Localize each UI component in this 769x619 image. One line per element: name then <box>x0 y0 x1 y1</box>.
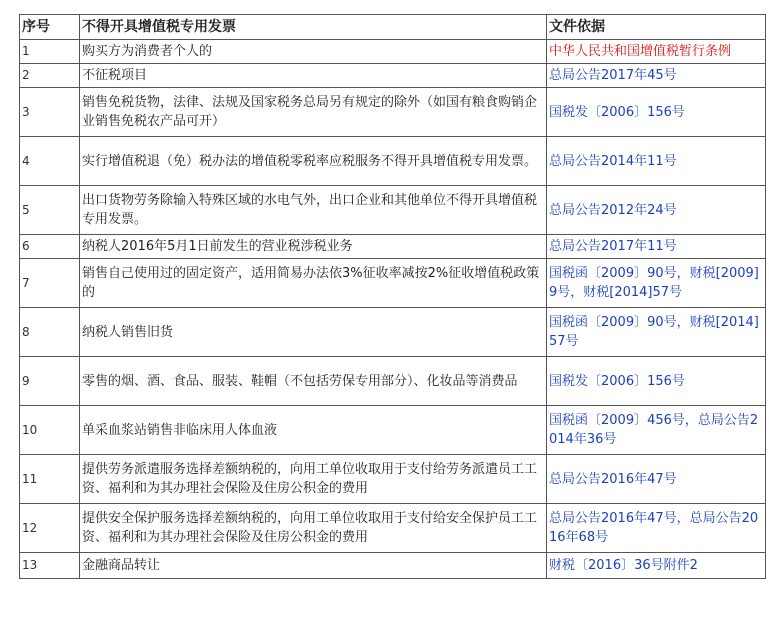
row-basis-link[interactable]: 国税发〔2006〕156号 <box>547 88 766 137</box>
row-basis-link[interactable]: 国税发〔2006〕156号 <box>547 357 766 406</box>
row-number: 4 <box>20 137 80 186</box>
table-body <box>20 40 766 579</box>
header-no: 序号 <box>20 15 80 40</box>
row-number: 7 <box>20 259 80 308</box>
row-item: 出口货物劳务除输入特殊区域的水电气外，出口企业和其他单位不得开具增值税专用发票。 <box>80 186 547 235</box>
table-row <box>20 455 766 504</box>
row-number: 10 <box>20 406 80 455</box>
header-item: 不得开具增值税专用发票 <box>80 15 547 40</box>
table-row <box>20 137 766 186</box>
row-basis-link[interactable]: 财税〔2016〕36号附件2 <box>547 553 766 579</box>
row-number: 9 <box>20 357 80 406</box>
row-item: 销售自己使用过的固定资产，适用简易办法依3%征收率减按2%征收增值税政策的 <box>80 259 547 308</box>
row-item: 实行增值税退（免）税办法的增值税零税率应税服务不得开具增值税专用发票。 <box>80 137 547 186</box>
row-number: 6 <box>20 235 80 259</box>
row-basis-link[interactable]: 国税函〔2009〕90号，财税[2014]57号 <box>547 308 766 357</box>
row-basis-link[interactable]: 总局公告2017年45号 <box>547 64 766 88</box>
table-row <box>20 259 766 308</box>
row-number: 8 <box>20 308 80 357</box>
row-basis-link[interactable]: 总局公告2012年24号 <box>547 186 766 235</box>
row-item: 提供安全保护服务选择差额纳税的，向用工单位收取用于支付给安全保护员工工资、福利和为其办理社会保险及住房公积金的费用 <box>80 504 547 553</box>
row-basis-link[interactable]: 总局公告2016年47号 <box>547 455 766 504</box>
row-number: 11 <box>20 455 80 504</box>
row-number: 2 <box>20 64 80 88</box>
row-basis-link[interactable]: 中华人民共和国增值税暂行条例 <box>547 40 766 64</box>
row-item: 单采血浆站销售非临床用人体血液 <box>80 406 547 455</box>
table-row <box>20 186 766 235</box>
row-number: 13 <box>20 553 80 579</box>
table-row <box>20 504 766 553</box>
table-row <box>20 40 766 64</box>
row-item: 提供劳务派遣服务选择差额纳税的，向用工单位收取用于支付给劳务派遣员工工资、福利和为其办理社会保险及住房公积金的费用 <box>80 455 547 504</box>
row-number: 12 <box>20 504 80 553</box>
row-basis-link[interactable]: 国税函〔2009〕90号，财税[2009]9号，财税[2014]57号 <box>547 259 766 308</box>
row-item: 销售免税货物，法律、法规及国家税务总局另有规定的除外（如国有粮食购销企业销售免税农产品可开） <box>80 88 547 137</box>
row-number: 5 <box>20 186 80 235</box>
table-row <box>20 88 766 137</box>
table-row <box>20 357 766 406</box>
table-row <box>20 64 766 88</box>
table-row <box>20 308 766 357</box>
row-number: 1 <box>20 40 80 64</box>
row-basis-link[interactable]: 总局公告2017年11号 <box>547 235 766 259</box>
invoice-rules-table <box>19 14 766 579</box>
row-item: 购买方为消费者个人的 <box>80 40 547 64</box>
table-row <box>20 235 766 259</box>
row-item: 纳税人销售旧货 <box>80 308 547 357</box>
row-basis-link[interactable]: 国税函〔2009〕456号，总局公告2014年36号 <box>547 406 766 455</box>
row-item: 金融商品转让 <box>80 553 547 579</box>
header-basis: 文件依据 <box>547 15 766 40</box>
row-basis-link[interactable]: 总局公告2014年11号 <box>547 137 766 186</box>
table-header-row <box>20 15 766 40</box>
row-item: 纳税人2016年5月1日前发生的营业税涉税业务 <box>80 235 547 259</box>
row-basis-link[interactable]: 总局公告2016年47号，总局公告2016年68号 <box>547 504 766 553</box>
row-item: 不征税项目 <box>80 64 547 88</box>
table-row <box>20 406 766 455</box>
row-item: 零售的烟、酒、食品、服装、鞋帽（不包括劳保专用部分）、化妆品等消费品 <box>80 357 547 406</box>
table-row <box>20 553 766 579</box>
row-number: 3 <box>20 88 80 137</box>
